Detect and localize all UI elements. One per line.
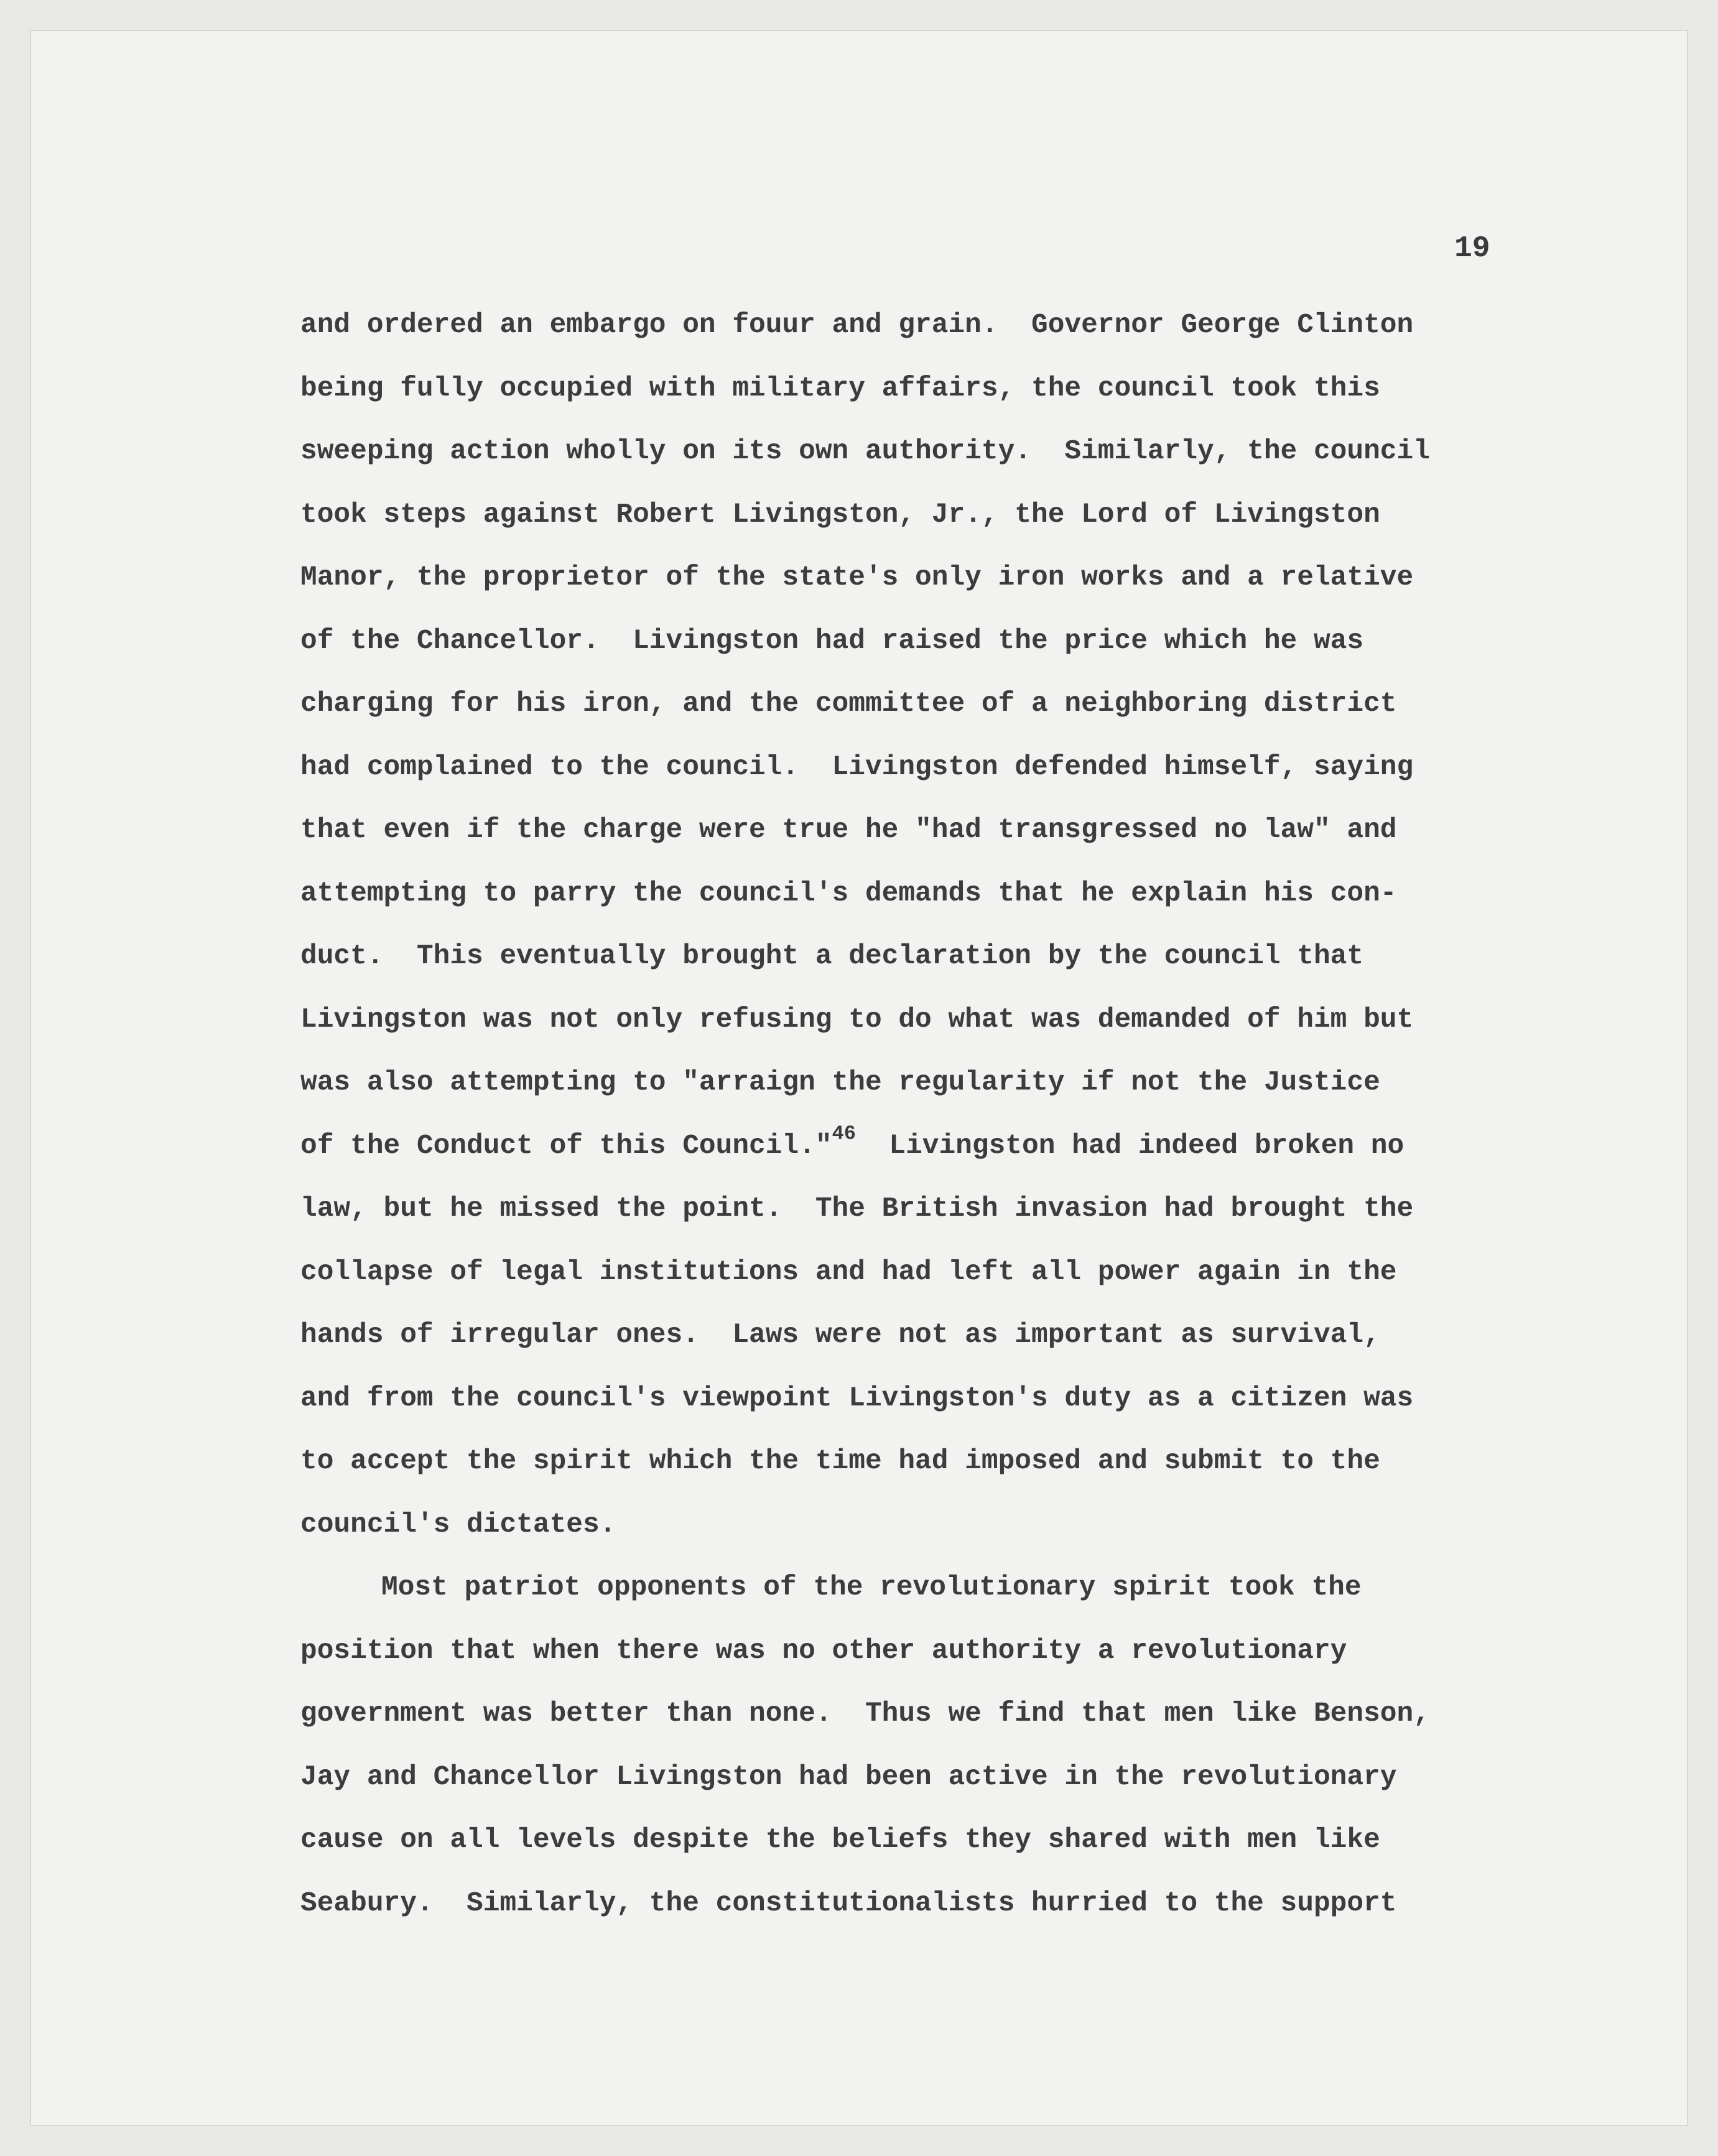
text-line: and ordered an embargo on fouur and grain. Governor George Clinton [300,310,1414,341]
body-text [300,294,1520,1935]
text-line: Seabury. Similarly, the constitutionalists hurried to the support [300,1887,1397,1919]
text-line: Manor, the proprietor of the state's only iron works and a relative [300,562,1414,593]
document-page [30,30,1688,2126]
footnote-reference: 46 [832,1122,856,1145]
text-line: had complained to the council. Livingston defended himself, saying [300,751,1414,783]
paragraph-1 [300,294,1520,1557]
text-line: charging for his iron, and the committee of a neighboring district [300,688,1397,719]
text-line-with-footnote [300,1115,1520,1178]
text-line: took steps against Robert Livingston, Jr., the Lord of Livingston [300,499,1380,530]
text-line: collapse of legal institutions and had left all power again in the [300,1256,1397,1288]
text-line: was also attempting to "arraign the regularity if not the Justice [300,1067,1380,1098]
text-segment: of the Conduct of this Council." [300,1130,832,1162]
text-line: of the Chancellor. Livingston had raised the price which he was [300,625,1364,657]
text-line: attempting to parry the council's demands that he explain his con- [300,877,1397,909]
text-line: Most patriot opponents of the revolutionary spirit took the [381,1572,1362,1603]
text-line: and from the council's viewpoint Livingston's duty as a citizen was [300,1382,1414,1414]
text-line: being fully occupied with military affairs, the council took this [300,372,1380,404]
text-line: to accept the spirit which the time had imposed and submit to the [300,1446,1380,1477]
text-line: sweeping action wholly on its own authority. Similarly, the council [300,436,1430,467]
text-line: duct. This eventually brought a declaration by the council that [300,941,1364,972]
text-line: that even if the charge were true he "had transgressed no law" and [300,815,1397,846]
text-line: government was better than none. Thus we find that men like Benson, [300,1698,1430,1729]
text-line: position that when there was no other authority a revolutionary [300,1635,1347,1667]
text-line: cause on all levels despite the beliefs they shared with men like [300,1825,1380,1856]
text-line: hands of irregular ones. Laws were not as important as survival, [300,1320,1380,1351]
text-line: Livingston was not only refusing to do what was demanded of him but [300,1004,1414,1035]
paragraph-2 [300,1557,1520,1935]
text-line: law, but he missed the point. The British invasion had brought the [300,1193,1414,1224]
page-number: 19 [1454,232,1490,266]
text-line: Jay and Chancellor Livingston had been active in the revolutionary [300,1761,1397,1793]
text-segment: Livingston had indeed broken no [855,1130,1405,1162]
text-line: council's dictates. [300,1509,616,1540]
